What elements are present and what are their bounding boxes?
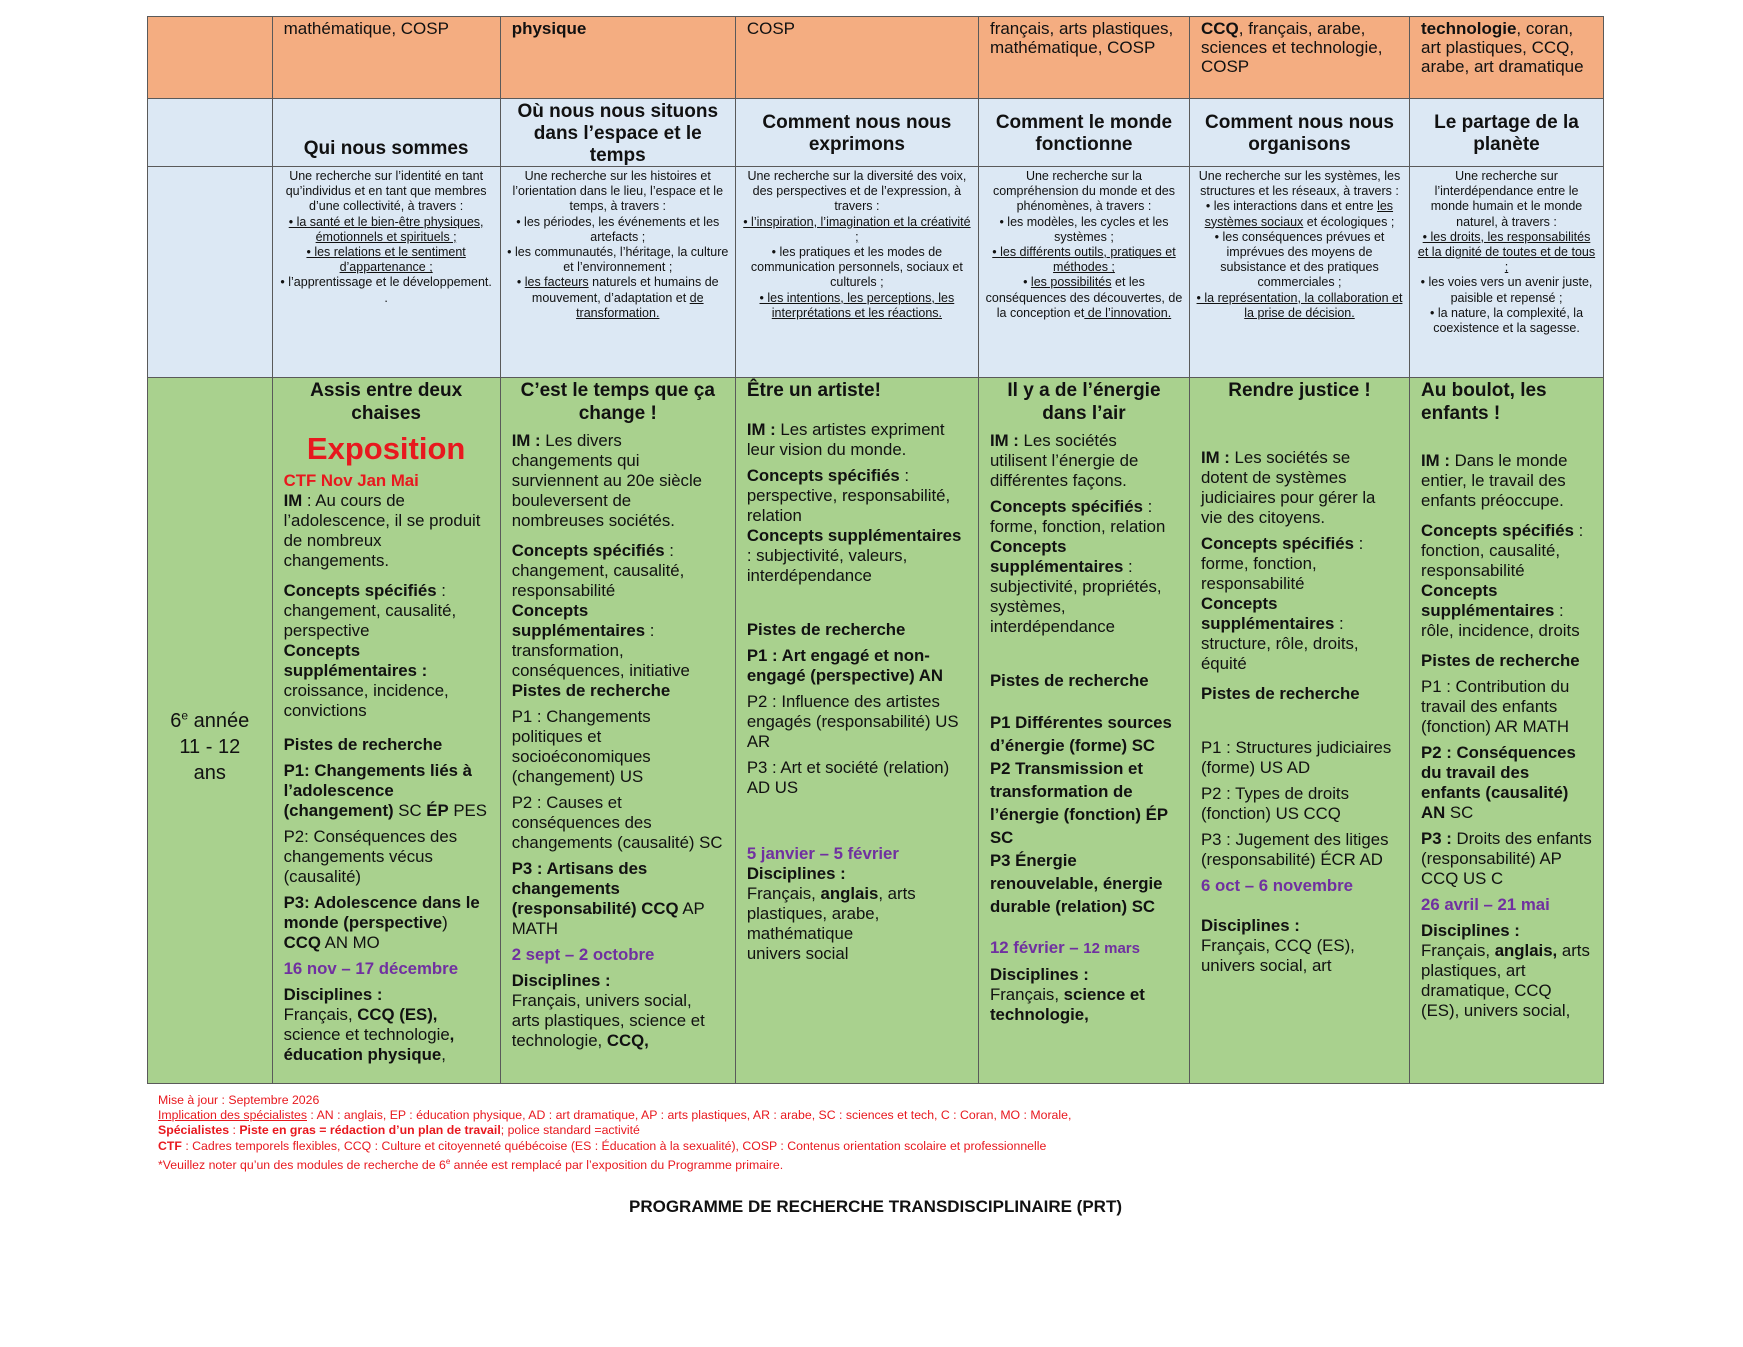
grade-cell: 6e année 11 - 12 ans bbox=[148, 378, 273, 1084]
unit-dates: 16 nov – 17 décembre bbox=[283, 959, 459, 978]
subjects-cell-1: mathématique, COSP bbox=[272, 17, 500, 99]
unit-cell-2: C’est le temps que ça change ! IM : Les divers changements qui surviennent au 20e siècle bouleversent de nombreuses sociétés. Concepts spécifiés : changement, causalité, responsabilité Concepts supplémentaires : transformation, conséquences, initiative Pistes de recherche P1 : Changements politiques et socioéconomiques (changement) US P2 : Causes et conséquences des changements (causalité) SC P3 : Artisans des changements (responsabilité) CCQ AP MATH 2 sept – 2 octobre Disciplines : Français, univers social, arts plastiques, science et technologie, CCQ, bbox=[500, 378, 735, 1084]
theme-how-we-organize: Comment nous nous organisons bbox=[1189, 99, 1409, 167]
unit-cell-5: Rendre justice ! IM : Les sociétés se dotent de systèmes judiciaires pour gérer la vie des citoyens. Concepts spécifiés : forme, fonction, responsabilité Concepts supplémentaires : structure, rôle, droits, équité Pistes de recherche P1 : Structures judiciaires (forme) US AD P2 : Types de droits (fonction) US CCQ P3 : Jugement des litiges (responsabilité) ÉCR AD 6 oct – 6 novembre Disciplines : Français, CCQ (ES), univers social, art bbox=[1189, 378, 1409, 1084]
specialists-note: Spécialistes : Piste en gras = rédaction d’un plan de travail; police standard =activité bbox=[158, 1123, 640, 1138]
theme-place-and-time: Où nous nous situons dans l’espace et le temps bbox=[500, 99, 735, 167]
document-footer-title: PROGRAMME DE RECHERCHE TRANSDISCIPLINAIRE (PRT) bbox=[628, 1197, 1123, 1216]
theme-sharing-planet: Le partage de la planète bbox=[1410, 99, 1604, 167]
units-row bbox=[148, 378, 1604, 1084]
subjects-cell-2: physique bbox=[500, 17, 735, 99]
desc-sharing-planet: Une recherche sur l’interdépendance entre le monde humain et le monde naturel, à travers : • les droits, les responsabilités et la dignité de toutes et de tous ; • les voies vers un avenir juste, paisible et repensé ; • la nature, la complexité, la coexistence et la sagesse. bbox=[1410, 167, 1604, 378]
themes-row bbox=[148, 99, 1604, 167]
unit-cell-1: Assis entre deux chaises Exposition CTF Nov Jan Mai IM : Au cours de l’adolescence, il se produit de nombreux changements. Concepts spécifiés : changement, causalité, perspective Concepts supplémentaires : croissance, incidence, convictions Pistes de recherche P1: Changements liés à l’adolescence (changement) SC ÉP PES P2: Conséquences des changements vécus (causalité) P3: Adolescence dans le monde (perspective) CCQ AN MO 16 nov – 17 décembre Disciplines : Français, CCQ (ES), science et technologie, éducation physique, bbox=[272, 378, 500, 1084]
subjects-cell-6: technologie, coran, art plastiques, CCQ, arabe, art dramatique bbox=[1410, 17, 1604, 99]
unit-title: Rendre justice ! bbox=[1228, 380, 1371, 401]
desc-place-and-time: Une recherche sur les histoires et l’orientation dans le lieu, l’espace et le temps, à travers : • les périodes, les événements et les artefacts ; • les communautés, l’héritage, la culture et l’environnement ; • les facteurs naturels et humains de mouvement, d’adaptation et de transformation. bbox=[500, 167, 735, 378]
unit-cell-6: Au boulot, les enfants ! IM : Dans le monde entier, le travail des enfants préoccupe. Concepts spécifiés : fonction, causalité, responsabilité Concepts supplémentaires : rôle, incidence, droits Pistes de recherche P1 : Contribution du travail des enfants (fonction) AR MATH P2 : Conséquences du travail des enfants (causalité) AN SC P3 : Droits des enfants (responsabilité) AP CCQ US C 26 avril – 21 mai Disciplines : Français, anglais, arts plastiques, art dramatique, CCQ (ES), univers social, bbox=[1410, 378, 1604, 1084]
theme-how-world-works: Comment le monde fonctionne bbox=[978, 99, 1189, 167]
desc-how-we-organize: Une recherche sur les systèmes, les structures et les réseaux, à travers : • les interactions dans et entre les systèmes sociaux et écologiques ; • les conséquences prévues et imprévues des moyens de subsistance et des pratiques commerciales ; • la représentation, la collaboration et la prise de décision. bbox=[1189, 167, 1409, 378]
subjects-cell-4: français, arts plastiques, mathématique, COSP bbox=[978, 17, 1189, 99]
exposition-warning-note: *Veuillez noter qu’un des modules de recherche de 6e année est remplacé par l’exposition du Programme primaire. bbox=[158, 1156, 784, 1172]
desc-cell-empty bbox=[148, 167, 273, 378]
desc-who-we-are: Une recherche sur l’identité en tant qu’individus et en tant que membres d’une collectivité, à travers : • la santé et le bien-être physiques, émotionnels et spirituels ; • les relations et le sentiment d’appartenance ; • l’apprentissage et le développement. . bbox=[272, 167, 500, 378]
themes-cell-empty bbox=[148, 99, 273, 167]
ctf-note: CTF : Cadres temporels flexibles, CCQ : Culture et citoyenneté québécoise (ES : Éducation à la sexualité), COSP : Contenus orientation scolaire et professionnelle bbox=[158, 1138, 1047, 1153]
unit-cell-4: Il y a de l’énergie dans l’air IM : Les sociétés utilisent l’énergie de différentes façons. Concepts spécifiés : forme, fonction, relation Concepts supplémentaires : subjectivité, propriétés, systèmes, interdépendance Pistes de recherche P1 Différentes sources d’énergie (forme) SC P2 Transmission et transformation de l’énergie (fonction) ÉP SC P3 Énergie renouvelable, énergie durable (relation) SC 12 février – 12 mars Disciplines : Français, science et technologie, bbox=[978, 378, 1189, 1084]
theme-who-we-are: Qui nous sommes bbox=[272, 99, 500, 167]
unit-dates: 5 janvier – 5 février bbox=[746, 844, 899, 863]
subjects-row bbox=[148, 17, 1604, 99]
exposition-label: Exposition bbox=[306, 431, 466, 466]
unit-title: C’est le temps que ça change ! bbox=[520, 380, 715, 424]
update-note: Mise à jour : Septembre 2026 bbox=[158, 1093, 320, 1107]
theme-how-we-express: Comment nous nous exprimons bbox=[735, 99, 978, 167]
unit-title: Assis entre deux chaises bbox=[310, 380, 463, 424]
unit-title: Être un artiste! bbox=[746, 380, 881, 401]
unit-title: Il y a de l’énergie dans l’air bbox=[1007, 380, 1161, 424]
specialists-implication-note: Implication des spécialistes : AN : anglais, EP : éducation physique, AD : art dramatique, AP : arts plastiques, AR : arabe, SC : sciences et tech, C : Coran, MO : Morale, bbox=[158, 1108, 1072, 1123]
subjects-cell-empty bbox=[148, 17, 273, 99]
descriptions-row bbox=[148, 167, 1604, 378]
unit-dates: 12 février – bbox=[989, 938, 1084, 957]
unit-dates: 6 oct – 6 novembre bbox=[1200, 876, 1353, 895]
desc-how-world-works: Une recherche sur la compréhension du monde et des phénomènes, à travers : • les modèles, les cycles et les systèmes ; • les différents outils, pratiques et méthodes ; • les possibilités et les conséquences des découvertes, de la conception et de l’innovation. bbox=[978, 167, 1189, 378]
unit-title: Au boulot, les enfants ! bbox=[1421, 380, 1547, 424]
unit-dates: 2 sept – 2 octobre bbox=[511, 945, 655, 964]
transdisciplinary-program-table bbox=[147, 16, 1604, 1084]
footnotes bbox=[158, 1093, 1578, 1173]
unit-cell-3: Être un artiste! IM : Les artistes expriment leur vision du monde. Concepts spécifiés : perspective, responsabilité, relation Concepts supplémentaires : subjectivité, valeurs, interdépendance Pistes de recherche P1 : Art engagé et non-engagé (perspective) AN P2 : Influence des artistes engagés (responsabilité) US AR P3 : Art et société (relation) AD US 5 janvier – 5 février Disciplines : Français, anglais, arts plastiques, arabe, mathématique univers social bbox=[735, 378, 978, 1084]
desc-how-we-express: Une recherche sur la diversité des voix, des perspectives et de l’expression, à travers : • l’inspiration, l’imagination et la créativité ; • les pratiques et les modes de communication personnels, sociaux et culturels ; • les intentions, les perceptions, les interprétations et les réactions. bbox=[735, 167, 978, 378]
subjects-cell-5: CCQ, français, arabe, sciences et technologie, COSP bbox=[1189, 17, 1409, 99]
ctf-label: CTF Nov Jan Mai bbox=[283, 471, 419, 490]
subjects-cell-3: COSP bbox=[735, 17, 978, 99]
unit-dates: 26 avril – 21 mai bbox=[1421, 895, 1550, 914]
